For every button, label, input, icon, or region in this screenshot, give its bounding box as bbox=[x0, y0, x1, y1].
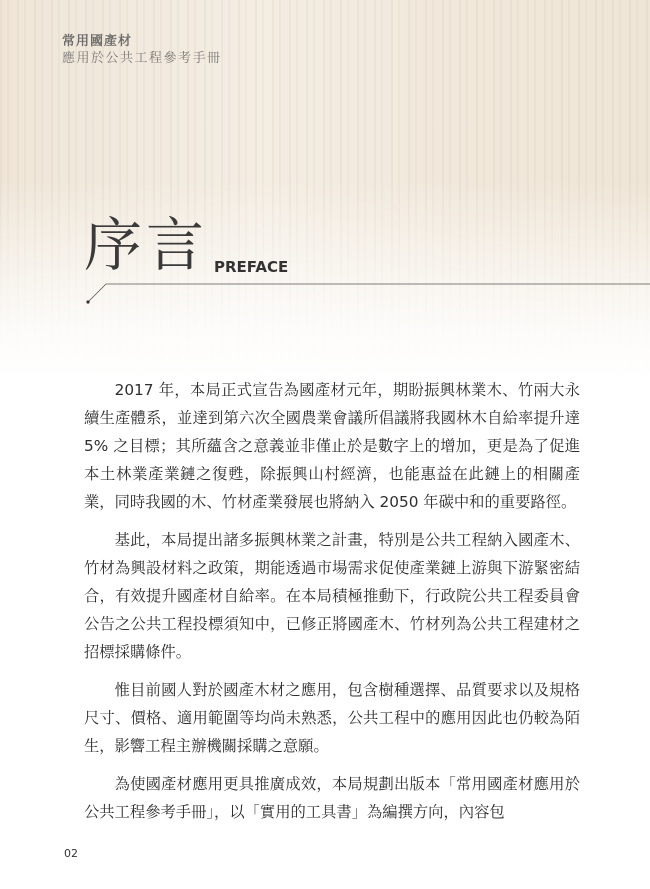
section-title-chinese: 序言 bbox=[84, 211, 209, 279]
paragraph: 2017 年，本局正式宣告為國產材元年，期盼振興林業木、竹兩大永續生產體系，並達到第六次全國農業會議所倡議將我國林木自給率提升達 5% 之目標；其所蘊含之意義並非僅止於是數字上的增加，更是為了促進本土林業產業鏈之復甦，除振興山村經濟，也能惠益在此鏈上的相關產業，同時我國的木、竹材產業發展也將納入 2050 年碳中和的重要路徑。 bbox=[84, 381, 580, 511]
section-title-english: PREFACE bbox=[214, 258, 289, 276]
title-divider-line bbox=[86, 283, 650, 305]
book-title: 常用國產材 bbox=[62, 34, 133, 49]
paragraph: 惟目前國人對於國產木材之應用，包含樹種選擇、品質要求以及規格尺寸、價格、適用範圍等均尚未熟悉，公共工程中的應用因此也仍較為陌生，影響工程主辦機關採購之意願。 bbox=[84, 681, 580, 755]
preface-body bbox=[84, 376, 580, 836]
book-subtitle: 應用於公共工程參考手冊 bbox=[62, 51, 222, 66]
paragraph: 為使國產材應用更具推廣成效，本局規劃出版本「常用國產材應用於公共工程參考手冊」，以「實用的工具書」為編撰方向，內容包 bbox=[84, 775, 580, 821]
page-number: 02 bbox=[64, 847, 78, 860]
paragraph: 基此，本局提出諸多振興林業之計畫，特別是公共工程納入國產木、竹材為興設材料之政策，期能透過市場需求促使產業鏈上游與下游緊密結合，有效提升國產材自給率。在本局積極推動下，行政院公共工程委員會公告之公共工程投標須知中，已修正將國產木、竹材列為公共工程建材之招標採購條件。 bbox=[84, 531, 580, 661]
running-header bbox=[62, 33, 222, 67]
section-title bbox=[84, 210, 288, 280]
